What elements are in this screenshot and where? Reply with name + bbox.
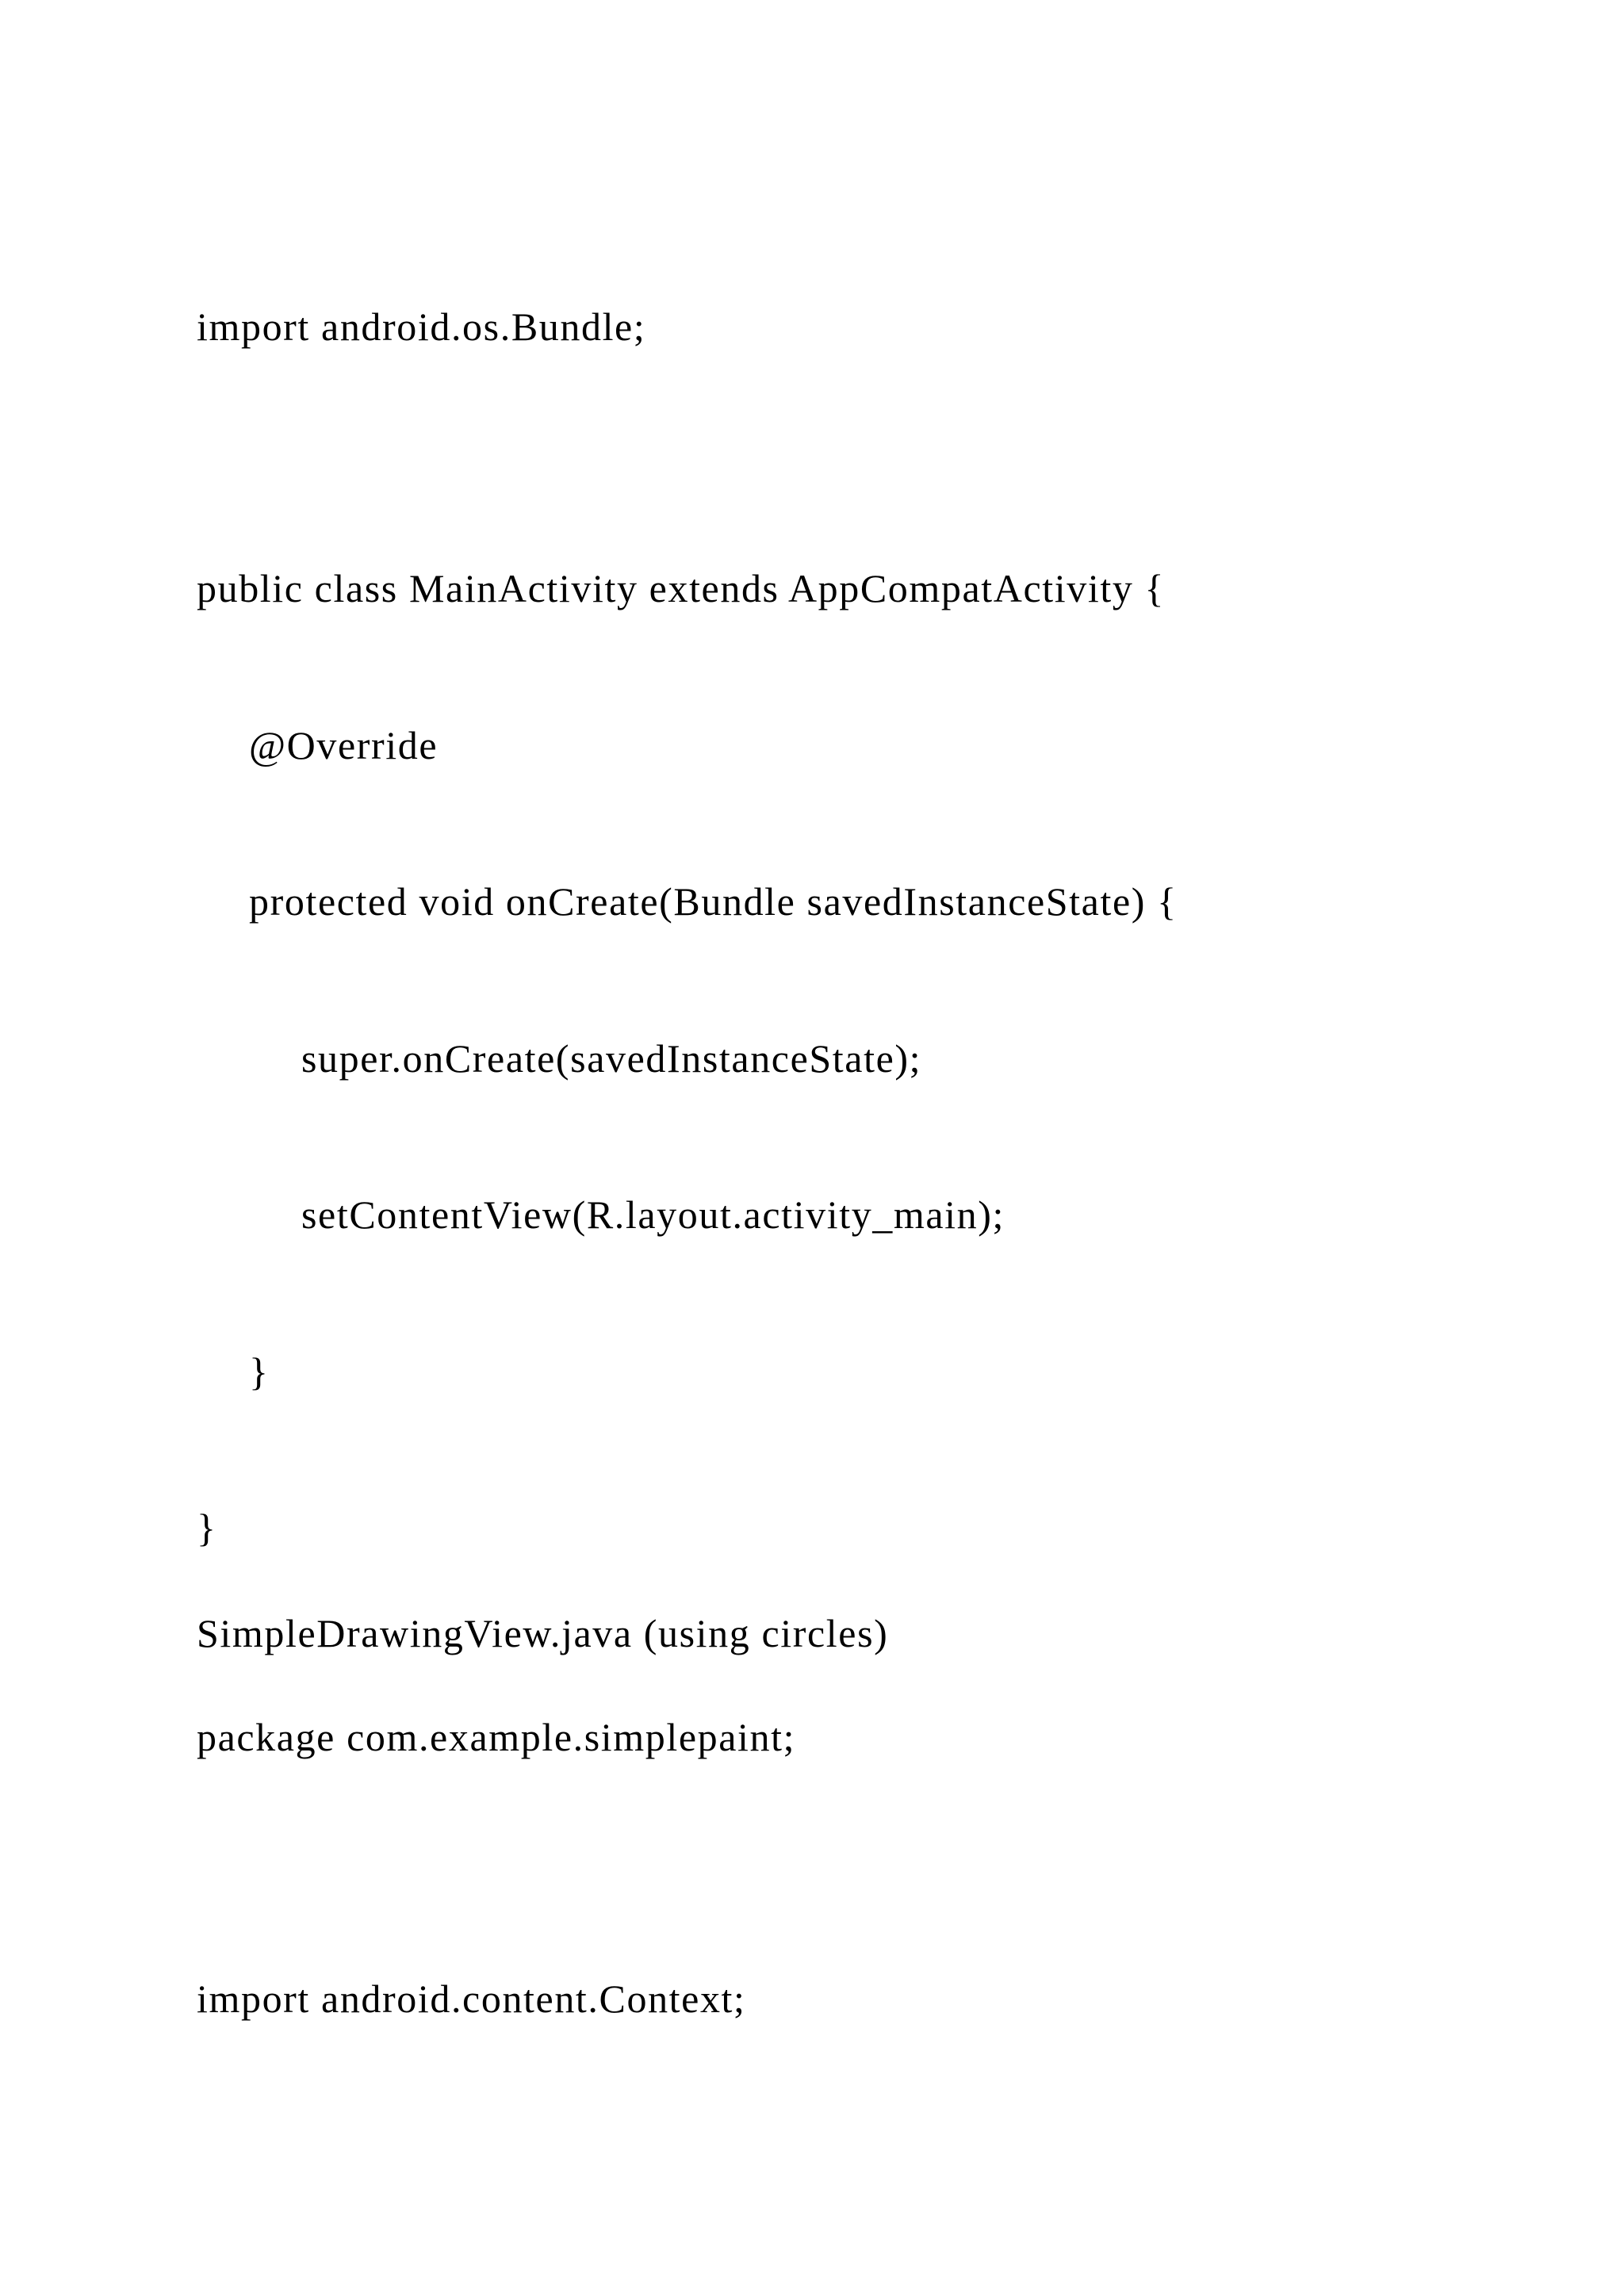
code-line-import-bundle: import android.os.Bundle; — [197, 304, 646, 349]
code-line-oncreate-signature: protected void onCreate(Bundle savedInstanceState) { — [249, 879, 1178, 924]
code-line-import-context: import android.content.Context; — [197, 1976, 746, 2021]
code-line-class-declaration: public class MainActivity extends AppCompatActivity { — [197, 566, 1166, 610]
code-line-class-close-brace: } — [197, 1506, 217, 1550]
code-line-override-annotation: @Override — [249, 723, 439, 767]
code-line-set-content-view: setContentView(R.layout.activity_main); — [301, 1192, 1005, 1237]
code-line-super-oncreate: super.onCreate(savedInstanceState); — [301, 1036, 922, 1081]
section-heading-simple-drawing-view: SimpleDrawingView.java (using circles) — [197, 1611, 889, 1655]
code-line-method-close-brace: } — [249, 1349, 270, 1394]
code-line-package-declaration: package com.example.simplepaint; — [197, 1715, 796, 1759]
